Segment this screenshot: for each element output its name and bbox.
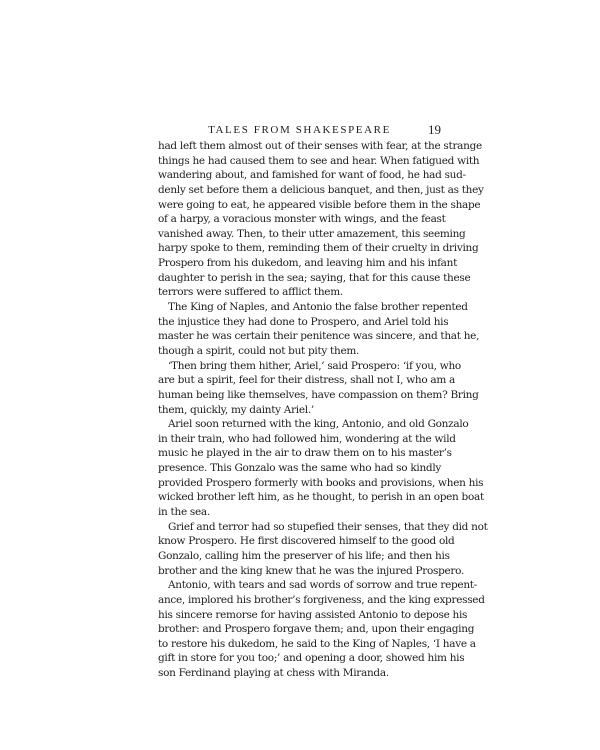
page-number: 19	[428, 122, 441, 137]
text-line: human being like themselves, have compassion on them? Bring	[158, 388, 479, 401]
text-line: Grief and terror had so stupefied their senses, that they did not	[168, 520, 488, 533]
text-line: though a spirit, could not but pity them.	[158, 344, 360, 357]
text-line: denly set before them a delicious banquet, and then, just as they	[158, 183, 484, 196]
text-line: had left them almost out of their senses with fear, at the strange	[158, 140, 482, 152]
running-head	[158, 122, 441, 138]
text-line: master he was certain their penitence was sincere, and that he,	[158, 330, 480, 343]
text-line: brother and the king knew that he was the injured Prospero.	[158, 564, 465, 577]
text-line: presence. This Gonzalo was the same who had so kindly	[158, 462, 442, 475]
text-line: music he played in the air to draw them on to his master’s	[158, 447, 452, 460]
text-line: his sincere remorse for having assisted Antonio to depose his	[158, 608, 468, 621]
text-line: ‘Then bring them hither, Ariel,’ said Prospero: ‘if you, who	[168, 359, 461, 372]
text-line: Antonio, with tears and sad words of sorrow and true repent-	[168, 579, 477, 592]
body-text	[158, 139, 488, 681]
text-line: the injustice they had done to Prospero, and Ariel told his	[158, 315, 449, 328]
text-line: brother: and Prospero forgave them; and, upon their engaging	[158, 623, 475, 636]
text-line: were going to eat, he appeared visible before them in the shape	[158, 198, 481, 211]
text-line: Prospero from his dukedom, and leaving him and his infant	[158, 257, 458, 270]
text-line: son Ferdinand playing at chess with Miranda.	[158, 667, 389, 680]
text-line: ance, implored his brother’s forgiveness, and the king expressed	[158, 593, 485, 606]
text-line: vanished away. Then, to their utter amazement, this seeming	[158, 227, 466, 240]
text-line: provided Prospero formerly with books and provisions, when his	[158, 476, 484, 489]
text-line: are but a spirit, feel for their distress, shall not I, who am a	[158, 374, 456, 387]
text-line: of a harpy, a voracious monster with wings, and the feast	[158, 213, 446, 226]
text-line: wandering about, and famished for want of food, he had sud-	[158, 169, 466, 182]
text-line: The King of Naples, and Antonio the false brother repented	[168, 301, 468, 314]
text-line: harpy spoke to them, reminding them of their cruelty in driving	[158, 242, 479, 255]
text-line: wicked brother left him, as he thought, to perish in an open boat	[158, 491, 484, 504]
text-line: things he had caused them to see and hear. When fatigued with	[158, 154, 480, 167]
text-line: them, quickly, my dainty Ariel.’	[158, 403, 314, 416]
text-line: terrors were suffered to afflict them.	[158, 286, 343, 299]
text-line: Ariel soon returned with the king, Antonio, and old Gonzalo	[168, 418, 469, 431]
text-line: to restore his dukedom, he said to the King of Naples, ‘I have a	[158, 637, 476, 650]
text-line: daughter to perish in the sea; saying, that for this cause these	[158, 271, 471, 284]
text-line: in the sea.	[158, 506, 210, 519]
text-line: Gonzalo, calling him the preserver of his life; and then his	[158, 549, 450, 562]
text-line: in their train, who had followed him, wondering at the wild	[158, 432, 456, 445]
running-title: TALES FROM SHAKESPEARE	[208, 124, 391, 136]
text-line: know Prospero. He first discovered himself to the good old	[158, 535, 455, 548]
text-line: gift in store for you too;’ and opening a door, showed him his	[158, 652, 465, 665]
